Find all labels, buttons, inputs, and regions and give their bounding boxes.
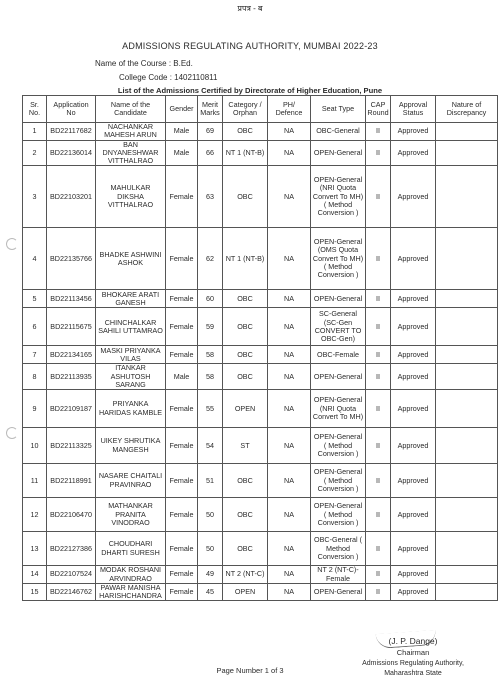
cell-application-no: BD22127386 xyxy=(47,532,96,566)
col-header: Name of the Candidate xyxy=(96,96,166,123)
cell-approval-status: Approved xyxy=(391,364,436,390)
cell-category: OPEN xyxy=(223,390,268,428)
table-row xyxy=(23,428,498,464)
cell-approval-status: Approved xyxy=(391,498,436,532)
cell-ph-defence: NA xyxy=(268,346,311,364)
cell-category: OPEN xyxy=(223,583,268,601)
cell-sr-no: 11 xyxy=(23,464,47,498)
col-header: Approval Status xyxy=(391,96,436,123)
signatory-name: (J. P. Dange) xyxy=(388,636,438,646)
signatory-designation: Chairman xyxy=(396,648,430,657)
cell-approval-status: Approved xyxy=(391,532,436,566)
cell-cap-round: II xyxy=(366,140,391,166)
cell-ph-defence: NA xyxy=(268,123,311,141)
cell-candidate-name: CHINCHALKAR SAHILI UTTAMRAO xyxy=(96,308,166,346)
cell-ph-defence: NA xyxy=(268,566,311,584)
table-row xyxy=(23,123,498,141)
cell-application-no: BD22118991 xyxy=(47,464,96,498)
cell-cap-round: II xyxy=(366,346,391,364)
cell-approval-status: Approved xyxy=(391,123,436,141)
cell-candidate-name: PRIYANKA HARIDAS KAMBLE xyxy=(96,390,166,428)
cell-discrepancy xyxy=(436,364,498,390)
cell-category: OBC xyxy=(223,308,268,346)
table-row xyxy=(23,498,498,532)
cell-category: NT 1 (NT-B) xyxy=(223,140,268,166)
cell-sr-no: 3 xyxy=(23,166,47,228)
cell-ph-defence: NA xyxy=(268,428,311,464)
cell-gender: Female xyxy=(166,566,198,584)
cell-approval-status: Approved xyxy=(391,140,436,166)
cell-gender: Female xyxy=(166,166,198,228)
cell-seat-type: OBC-Female xyxy=(311,346,366,364)
cell-candidate-name: PAWAR MANISHA HARISHCHANDRA xyxy=(96,583,166,601)
cell-merit-marks: 54 xyxy=(198,428,223,464)
table-header-row xyxy=(23,96,498,123)
cell-category: NT 1 (NT-B) xyxy=(223,228,268,290)
cell-sr-no: 7 xyxy=(23,346,47,364)
page-number: Page Number 1 of 3 xyxy=(216,666,284,675)
cell-merit-marks: 50 xyxy=(198,532,223,566)
cell-candidate-name: NASARE CHAITALI PRAVINRAO xyxy=(96,464,166,498)
cell-category: OBC xyxy=(223,166,268,228)
col-header: CAP Round xyxy=(366,96,391,123)
col-header: Gender xyxy=(166,96,198,123)
cell-application-no: BD22113456 xyxy=(47,290,96,308)
cell-sr-no: 10 xyxy=(23,428,47,464)
cell-candidate-name: BHADKE ASHWINI ASHOK xyxy=(96,228,166,290)
cell-sr-no: 12 xyxy=(23,498,47,532)
cell-merit-marks: 63 xyxy=(198,166,223,228)
cell-sr-no: 6 xyxy=(23,308,47,346)
table-row xyxy=(23,566,498,584)
cell-cap-round: II xyxy=(366,583,391,601)
cell-discrepancy xyxy=(436,428,498,464)
cell-cap-round: II xyxy=(366,498,391,532)
cell-seat-type: OPEN-General xyxy=(311,290,366,308)
table-row xyxy=(23,290,498,308)
cell-seat-type: OPEN-General ( Method Conversion ) xyxy=(311,464,366,498)
cell-candidate-name: UIKEY SHRUTIKA MANGESH xyxy=(96,428,166,464)
cell-seat-type: NT 2 (NT-C)-Female xyxy=(311,566,366,584)
cell-ph-defence: NA xyxy=(268,290,311,308)
cell-application-no: BD22113325 xyxy=(47,428,96,464)
cell-sr-no: 14 xyxy=(23,566,47,584)
cell-ph-defence: NA xyxy=(268,140,311,166)
cell-gender: Male xyxy=(166,140,198,166)
cell-discrepancy xyxy=(436,583,498,601)
cell-merit-marks: 45 xyxy=(198,583,223,601)
cell-category: OBC xyxy=(223,532,268,566)
cell-sr-no: 9 xyxy=(23,390,47,428)
cell-application-no: BD22115675 xyxy=(47,308,96,346)
cell-gender: Male xyxy=(166,364,198,390)
cell-sr-no: 15 xyxy=(23,583,47,601)
cell-ph-defence: NA xyxy=(268,532,311,566)
cell-merit-marks: 62 xyxy=(198,228,223,290)
cell-application-no: BD22106470 xyxy=(47,498,96,532)
cell-gender: Female xyxy=(166,290,198,308)
cell-application-no: BD22113935 xyxy=(47,364,96,390)
cell-cap-round: II xyxy=(366,428,391,464)
cell-discrepancy xyxy=(436,390,498,428)
cell-application-no: BD22134165 xyxy=(47,346,96,364)
cell-discrepancy xyxy=(436,346,498,364)
cell-gender: Female xyxy=(166,346,198,364)
cell-category: OBC xyxy=(223,123,268,141)
cell-gender: Female xyxy=(166,228,198,290)
cell-approval-status: Approved xyxy=(391,390,436,428)
col-header: Application No xyxy=(47,96,96,123)
table-row xyxy=(23,140,498,166)
cell-ph-defence: NA xyxy=(268,583,311,601)
cell-discrepancy xyxy=(436,566,498,584)
cell-ph-defence: NA xyxy=(268,364,311,390)
cell-seat-type: OBC-General xyxy=(311,123,366,141)
cell-discrepancy xyxy=(436,166,498,228)
cell-ph-defence: NA xyxy=(268,390,311,428)
cell-sr-no: 2 xyxy=(23,140,47,166)
cell-seat-type: OPEN-General (NRI Quota Convert To MH) xyxy=(311,390,366,428)
cell-seat-type: OPEN-General (OMS Quota Convert To MH) ( Method Conversion ) xyxy=(311,228,366,290)
cell-application-no: BD22146762 xyxy=(47,583,96,601)
cell-approval-status: Approved xyxy=(391,583,436,601)
cell-merit-marks: 58 xyxy=(198,364,223,390)
table-row xyxy=(23,346,498,364)
admissions-table xyxy=(22,95,498,601)
cell-application-no: BD22117682 xyxy=(47,123,96,141)
cell-discrepancy xyxy=(436,308,498,346)
cell-discrepancy xyxy=(436,290,498,308)
cell-category: NT 2 (NT-C) xyxy=(223,566,268,584)
cell-approval-status: Approved xyxy=(391,566,436,584)
cell-sr-no: 1 xyxy=(23,123,47,141)
cell-gender: Female xyxy=(166,464,198,498)
cell-candidate-name: MASKI PRIYANKA VILAS xyxy=(96,346,166,364)
cell-seat-type: OPEN-General ( Method Conversion ) xyxy=(311,428,366,464)
cell-gender: Female xyxy=(166,532,198,566)
signatory-org: Admissions Regulating Authority, xyxy=(362,660,464,667)
cell-sr-no: 13 xyxy=(23,532,47,566)
cell-merit-marks: 49 xyxy=(198,566,223,584)
cell-merit-marks: 59 xyxy=(198,308,223,346)
cell-discrepancy xyxy=(436,228,498,290)
cell-ph-defence: NA xyxy=(268,464,311,498)
cell-candidate-name: BHOKARE ARATI GANESH xyxy=(96,290,166,308)
cell-cap-round: II xyxy=(366,390,391,428)
cell-cap-round: II xyxy=(366,532,391,566)
cell-cap-round: II xyxy=(366,308,391,346)
list-title: List of the Admissions Certified by Directorate of Higher Education, Pune xyxy=(117,86,383,95)
table-row xyxy=(23,228,498,290)
cell-approval-status: Approved xyxy=(391,346,436,364)
cell-approval-status: Approved xyxy=(391,428,436,464)
cell-merit-marks: 55 xyxy=(198,390,223,428)
table-body xyxy=(23,123,498,601)
cell-cap-round: II xyxy=(366,364,391,390)
punch-hole xyxy=(6,238,18,250)
cell-category: ST xyxy=(223,428,268,464)
cell-ph-defence: NA xyxy=(268,308,311,346)
cell-category: OBC xyxy=(223,346,268,364)
cell-ph-defence: NA xyxy=(268,228,311,290)
cell-candidate-name: BAN DNYANESHWAR VITTHALRAO xyxy=(96,140,166,166)
cell-seat-type: OPEN-General xyxy=(311,583,366,601)
cell-seat-type: SC-General (SC-Gen CONVERT TO OBC-Gen) xyxy=(311,308,366,346)
signatory-state: Maharashtra State xyxy=(384,670,442,677)
college-code: College Code : 1402110811 xyxy=(119,73,218,82)
cell-candidate-name: CHOUDHARI DHARTI SURESH xyxy=(96,532,166,566)
cell-candidate-name: MAHULKAR DIKSHA VITTHALRAO xyxy=(96,166,166,228)
cell-approval-status: Approved xyxy=(391,308,436,346)
cell-discrepancy xyxy=(436,532,498,566)
col-header: Seat Type xyxy=(311,96,366,123)
table-row xyxy=(23,583,498,601)
cell-category: OBC xyxy=(223,364,268,390)
cell-gender: Male xyxy=(166,123,198,141)
cell-seat-type: OPEN-General xyxy=(311,364,366,390)
cell-seat-type: OPEN-General xyxy=(311,140,366,166)
cell-gender: Female xyxy=(166,498,198,532)
cell-cap-round: II xyxy=(366,566,391,584)
col-header: Merit Marks xyxy=(198,96,223,123)
cell-category: OBC xyxy=(223,498,268,532)
cell-application-no: BD22109187 xyxy=(47,390,96,428)
table-row xyxy=(23,308,498,346)
course-name: Name of the Course : B.Ed. xyxy=(95,59,193,68)
cell-sr-no: 8 xyxy=(23,364,47,390)
cell-approval-status: Approved xyxy=(391,464,436,498)
cell-cap-round: II xyxy=(366,228,391,290)
col-header: PH/ Defence xyxy=(268,96,311,123)
table-row xyxy=(23,364,498,390)
cell-application-no: BD22136014 xyxy=(47,140,96,166)
punch-hole xyxy=(6,427,18,439)
cell-seat-type: OBC-General ( Method Conversion ) xyxy=(311,532,366,566)
cell-approval-status: Approved xyxy=(391,166,436,228)
col-header: Nature of Discrepancy xyxy=(436,96,498,123)
authority-title: ADMISSIONS REGULATING AUTHORITY, MUMBAI 2022-23 xyxy=(122,41,378,51)
table-row xyxy=(23,166,498,228)
cell-category: OBC xyxy=(223,464,268,498)
cell-discrepancy xyxy=(436,123,498,141)
cell-sr-no: 4 xyxy=(23,228,47,290)
cell-merit-marks: 66 xyxy=(198,140,223,166)
cell-gender: Female xyxy=(166,583,198,601)
cell-application-no: BD22103201 xyxy=(47,166,96,228)
cell-seat-type: OPEN-General ( Method Conversion ) xyxy=(311,498,366,532)
cell-cap-round: II xyxy=(366,290,391,308)
cell-category: OBC xyxy=(223,290,268,308)
cell-merit-marks: 51 xyxy=(198,464,223,498)
cell-candidate-name: NACHANKAR MAHESH ARUN xyxy=(96,123,166,141)
table-row xyxy=(23,464,498,498)
cell-cap-round: II xyxy=(366,464,391,498)
table-row xyxy=(23,390,498,428)
cell-application-no: BD22107524 xyxy=(47,566,96,584)
cell-application-no: BD22135766 xyxy=(47,228,96,290)
cell-discrepancy xyxy=(436,464,498,498)
cell-merit-marks: 58 xyxy=(198,346,223,364)
col-header: Category / Orphan xyxy=(223,96,268,123)
cell-gender: Female xyxy=(166,390,198,428)
col-header: Sr. No. xyxy=(23,96,47,123)
cell-candidate-name: ITANKAR ASHUTOSH SARANG xyxy=(96,364,166,390)
cell-candidate-name: MATHANKAR PRANITA VINODRAO xyxy=(96,498,166,532)
cell-merit-marks: 69 xyxy=(198,123,223,141)
cell-approval-status: Approved xyxy=(391,228,436,290)
cell-ph-defence: NA xyxy=(268,166,311,228)
cell-merit-marks: 60 xyxy=(198,290,223,308)
cell-seat-type: OPEN-General (NRI Quota Convert To MH) ( Method Conversion ) xyxy=(311,166,366,228)
cell-gender: Female xyxy=(166,308,198,346)
form-number: प्रपत्र - ब xyxy=(237,4,263,13)
cell-gender: Female xyxy=(166,428,198,464)
cell-discrepancy xyxy=(436,498,498,532)
cell-sr-no: 5 xyxy=(23,290,47,308)
cell-candidate-name: MODAK ROSHANI ARVINDRAO xyxy=(96,566,166,584)
cell-approval-status: Approved xyxy=(391,290,436,308)
cell-ph-defence: NA xyxy=(268,498,311,532)
cell-merit-marks: 50 xyxy=(198,498,223,532)
table-row xyxy=(23,532,498,566)
cell-discrepancy xyxy=(436,140,498,166)
cell-cap-round: II xyxy=(366,123,391,141)
cell-cap-round: II xyxy=(366,166,391,228)
